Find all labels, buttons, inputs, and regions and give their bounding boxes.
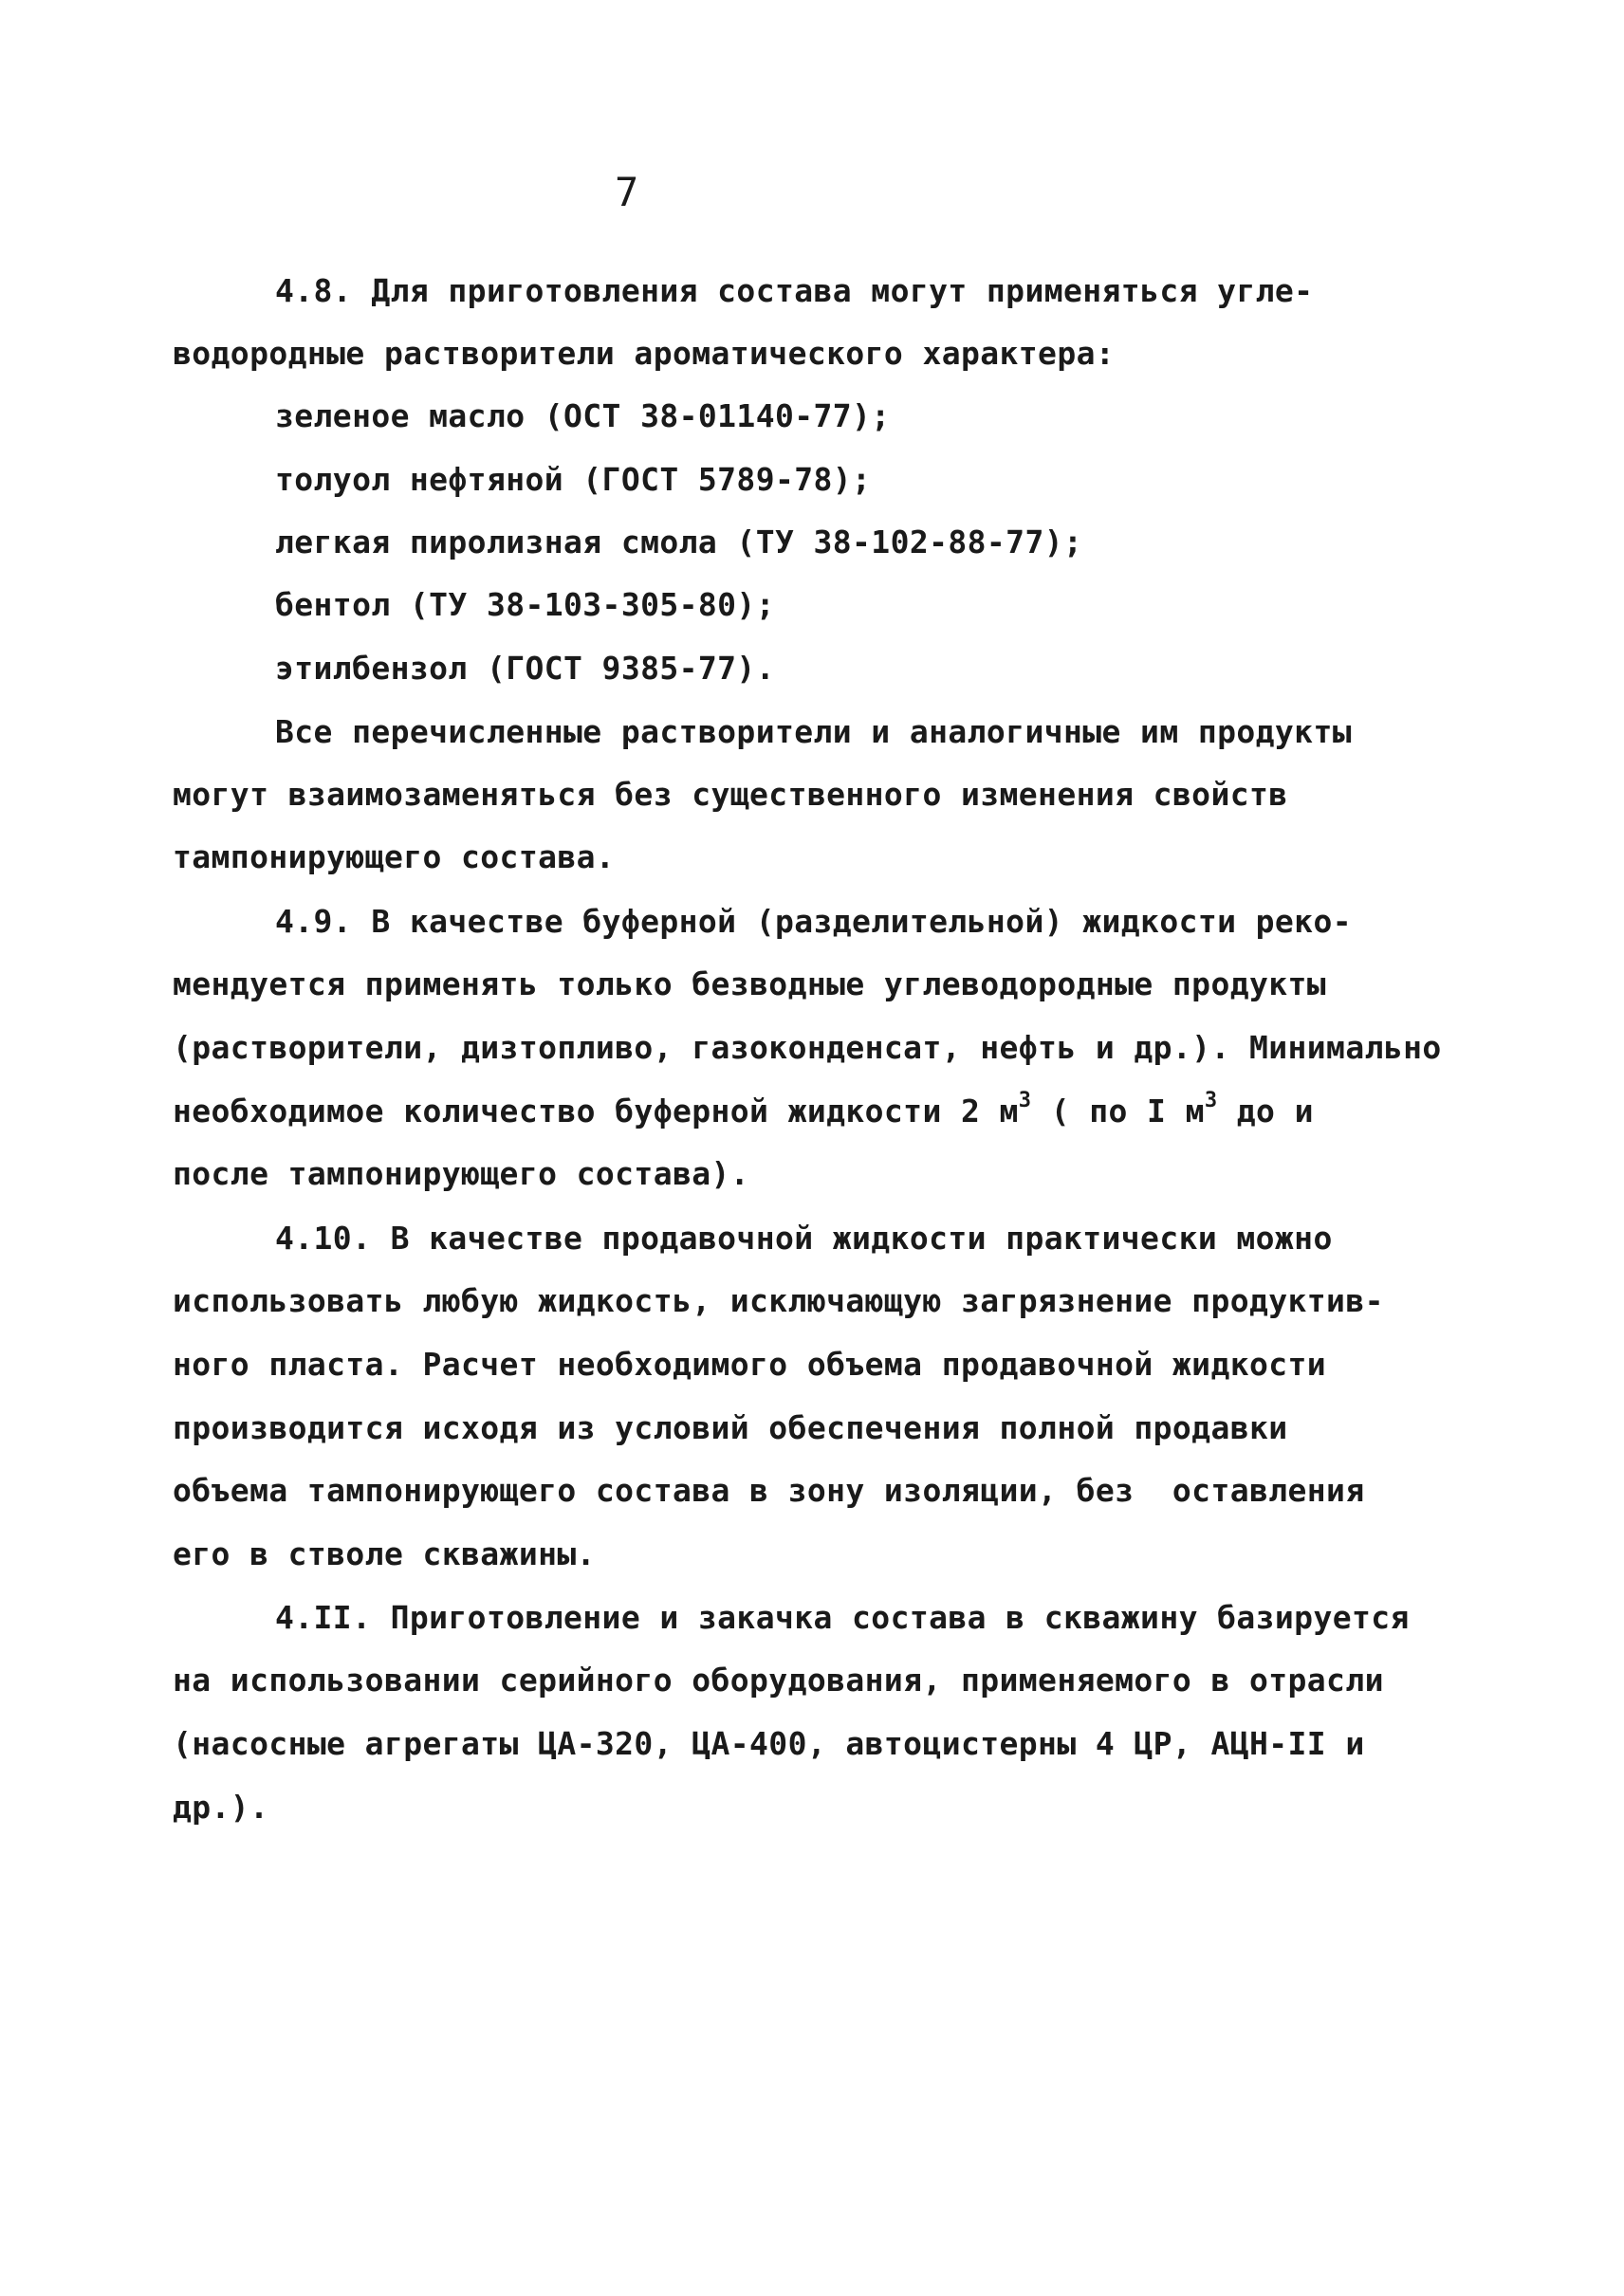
- paragraph-4-11-line-1: 4.II. Приготовление и закачка состава в скважину базируется: [275, 1599, 1410, 1636]
- paragraph-4-10-line-6: его в стволе скважины.: [173, 1535, 596, 1572]
- paragraph-4-11-line-3: (насосные агрегаты ЦА-320, ЦА-400, автоцистерны 4 ЦР, АЦН-II и: [173, 1725, 1365, 1762]
- paragraph-solvents-line-1: Все перечисленные растворители и аналогичные им продукты: [275, 713, 1352, 750]
- paragraph-4-9-line-1: 4.9. В качестве буферной (разделительной) жидкости реко-: [275, 903, 1352, 940]
- paragraph-4-10-line-4: производится исходя из условий обеспечения полной продавки: [173, 1409, 1288, 1446]
- paragraph-4-9-line-2: мендуется применять только безводные углеводородные продукты: [173, 965, 1327, 1002]
- paragraph-4-9-line-5: после тампонирующего состава).: [173, 1155, 750, 1192]
- per-volume-text: ( по I м: [1031, 1093, 1205, 1130]
- cubic-superscript: 3: [1204, 1089, 1218, 1112]
- paragraph-4-11-line-2: на использовании серийного оборудования, применяемого в отрасли: [173, 1662, 1384, 1699]
- before-and-text: до и: [1217, 1093, 1314, 1130]
- solvent-list-item: этилбензол (ГОСТ 9385-77).: [275, 650, 775, 687]
- buffer-volume-text: необходимое количество буферной жидкости 2 м: [173, 1093, 1019, 1130]
- paragraph-4-10-line-1: 4.10. В качестве продавочной жидкости практически можно: [275, 1220, 1333, 1257]
- paragraph-4-9-line-4: [173, 1091, 1314, 1132]
- solvent-list-item: толуол нефтяной (ГОСТ 5789-78);: [275, 461, 872, 498]
- page-number: 7: [615, 169, 639, 215]
- paragraph-solvents-line-3: тампонирующего состава.: [173, 838, 616, 875]
- paragraph-solvents-line-2: могут взаимозаменяться без существенного изменения свойств: [173, 776, 1288, 813]
- paragraph-4-8-line-1: 4.8. Для приготовления состава могут применяться угле-: [275, 272, 1314, 309]
- paragraph-4-10-line-5: объема тампонирующего состава в зону изоляции, без оставления: [173, 1472, 1365, 1509]
- paragraph-4-11-line-4: др.).: [173, 1789, 269, 1826]
- solvent-list-item: бентол (ТУ 38-103-305-80);: [275, 586, 775, 623]
- solvent-list-item: легкая пиролизная смола (ТУ 38-102-88-77);: [275, 523, 1083, 560]
- paragraph-4-10-line-3: ного пласта. Расчет необходимого объема продавочной жидкости: [173, 1346, 1327, 1383]
- paragraph-4-10-line-2: использовать любую жидкость, исключающую загрязнение продуктив-: [173, 1282, 1384, 1319]
- paragraph-4-8-line-2: водородные растворители ароматического характера:: [173, 335, 1116, 372]
- cubic-superscript: 3: [1018, 1089, 1032, 1112]
- solvent-list-item: зеленое масло (ОСТ 38-01140-77);: [275, 397, 891, 434]
- paragraph-4-9-line-3: (растворители, дизтопливо, газоконденсат, нефть и др.). Минимально: [173, 1029, 1442, 1066]
